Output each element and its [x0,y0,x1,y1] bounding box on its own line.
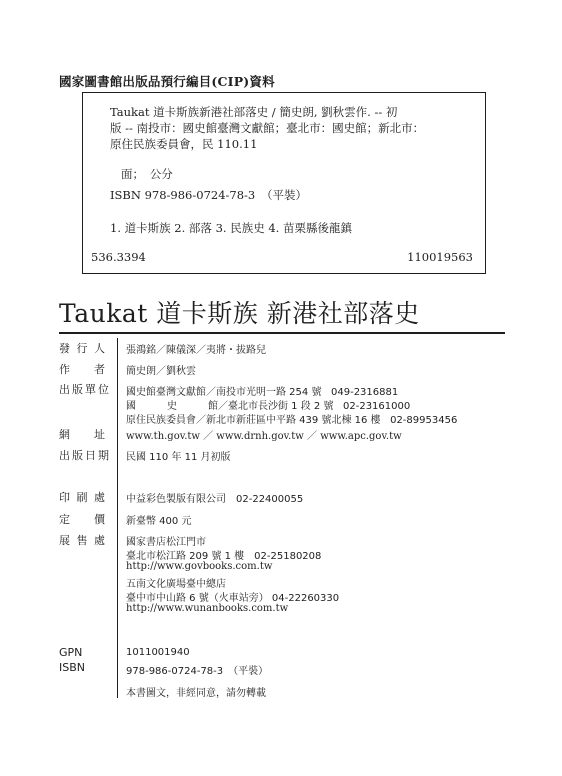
cip-subjects: 1. 道卡斯族 2. 部落 3. 民族史 4. 苗栗縣後龍鎮 [110,221,352,235]
cip-classification-number: 536.3394 [91,250,146,264]
website-label: 網址 [59,428,105,441]
exhibit-label: 展售處 [59,534,105,547]
isbn-value: 978-986-0724-78-3 （平裝） [126,666,269,677]
publisher-unit-address: 臺北市長沙街 1 段 2 號 [228,401,334,412]
exhibit-url: http://www.govbooks.com.tw [126,561,273,572]
cip-isbn: ISBN 978-986-0724-78-3 （平裝） [110,188,307,202]
gpn-value: 1011001940 [126,647,190,658]
exhibit-line: 臺北市松江路 209 號 1 樓 02-25180208 [126,551,322,562]
publisher-unit-row: 國史館／臺北市長沙街 1 段 2 號 02-23161000 [126,397,410,412]
publisher-unit-phone: 02-23161000 [343,401,411,412]
publisher-person-value: 張鴻銘／陳儀深／夷將・拔路兒 [126,345,266,356]
publisher-unit-name: 國史館 [126,401,218,412]
publisher-unit-name: 原住民族委員會 [126,415,196,426]
publisher-unit-row: 原住民族委員會／新北市新莊區中平路 439 號北棟 16 樓 02-89953456 [126,415,458,426]
publisher-unit-address: 南投市光明一路 254 號 [216,387,322,398]
publisher-unit-name: 國史館臺灣文獻館 [126,387,206,398]
price-value: 新臺幣 400 元 [126,516,192,527]
exhibit-url: http://www.wunanbooks.com.tw [126,603,289,614]
cip-record-box [82,92,486,274]
book-title: Taukat 道卡斯族 新港社部落史 [59,299,420,328]
publish-date-label: 出版日期 [59,449,109,462]
cip-heading: 國家圖書館出版品預行編目(CIP)資料 [59,74,275,89]
cip-control-number: 110019563 [407,250,473,264]
publisher-units-label: 出版單位 [59,383,109,396]
isbn-label: ISBN [59,661,86,674]
author-label: 作者 [59,363,105,376]
publisher-person-label: 發行人 [59,342,105,355]
publisher-unit-address: 新北市新莊區中平路 439 號北棟 16 樓 [206,415,381,426]
exhibit-line: 臺中市中山路 6 號（火車站旁） 04-22260330 [126,593,340,604]
publisher-unit-phone: 02-89953456 [390,415,458,426]
gpn-label: GPN [59,646,83,659]
printer-label: 印刷處 [59,491,105,504]
printer-value: 中益彩色製版有限公司 02-22400055 [126,494,304,505]
cip-line-3: 原住民族委員會，民 110.11 [110,137,258,151]
publish-date-value: 民國 110 年 11 月初版 [126,452,231,463]
cip-line-2: 版 -- 南投市：國史館臺灣文獻館；臺北市：國史館；新北市： [110,121,425,135]
exhibit-line: 國家書店松江門市 [126,537,206,548]
cip-bibliographic-entry [110,104,478,152]
cip-physical-description: 面； 公分 [121,167,173,181]
website-value: www.th.gov.tw ／ www.drnh.gov.tw ／ www.apc.gov.tw [126,431,402,442]
publisher-unit-phone: 049-2316881 [331,387,399,398]
copyright-notice: 本書圖文，非經同意，請勿轉載 [126,688,266,699]
price-label: 定價 [59,513,105,526]
cip-line-1: Taukat 道卡斯族新港社部落史 / 簡史朗, 劉秋雲作. -- 初 [110,105,398,119]
exhibit-line: 五南文化廣場臺中總店 [126,579,226,590]
title-divider [59,332,505,334]
publisher-unit-row: 國史館臺灣文獻館／南投市光明一路 254 號 049-2316881 [126,387,399,398]
author-value: 簡史朗／劉秋雲 [126,366,196,377]
colophon-vertical-rule [117,338,118,698]
